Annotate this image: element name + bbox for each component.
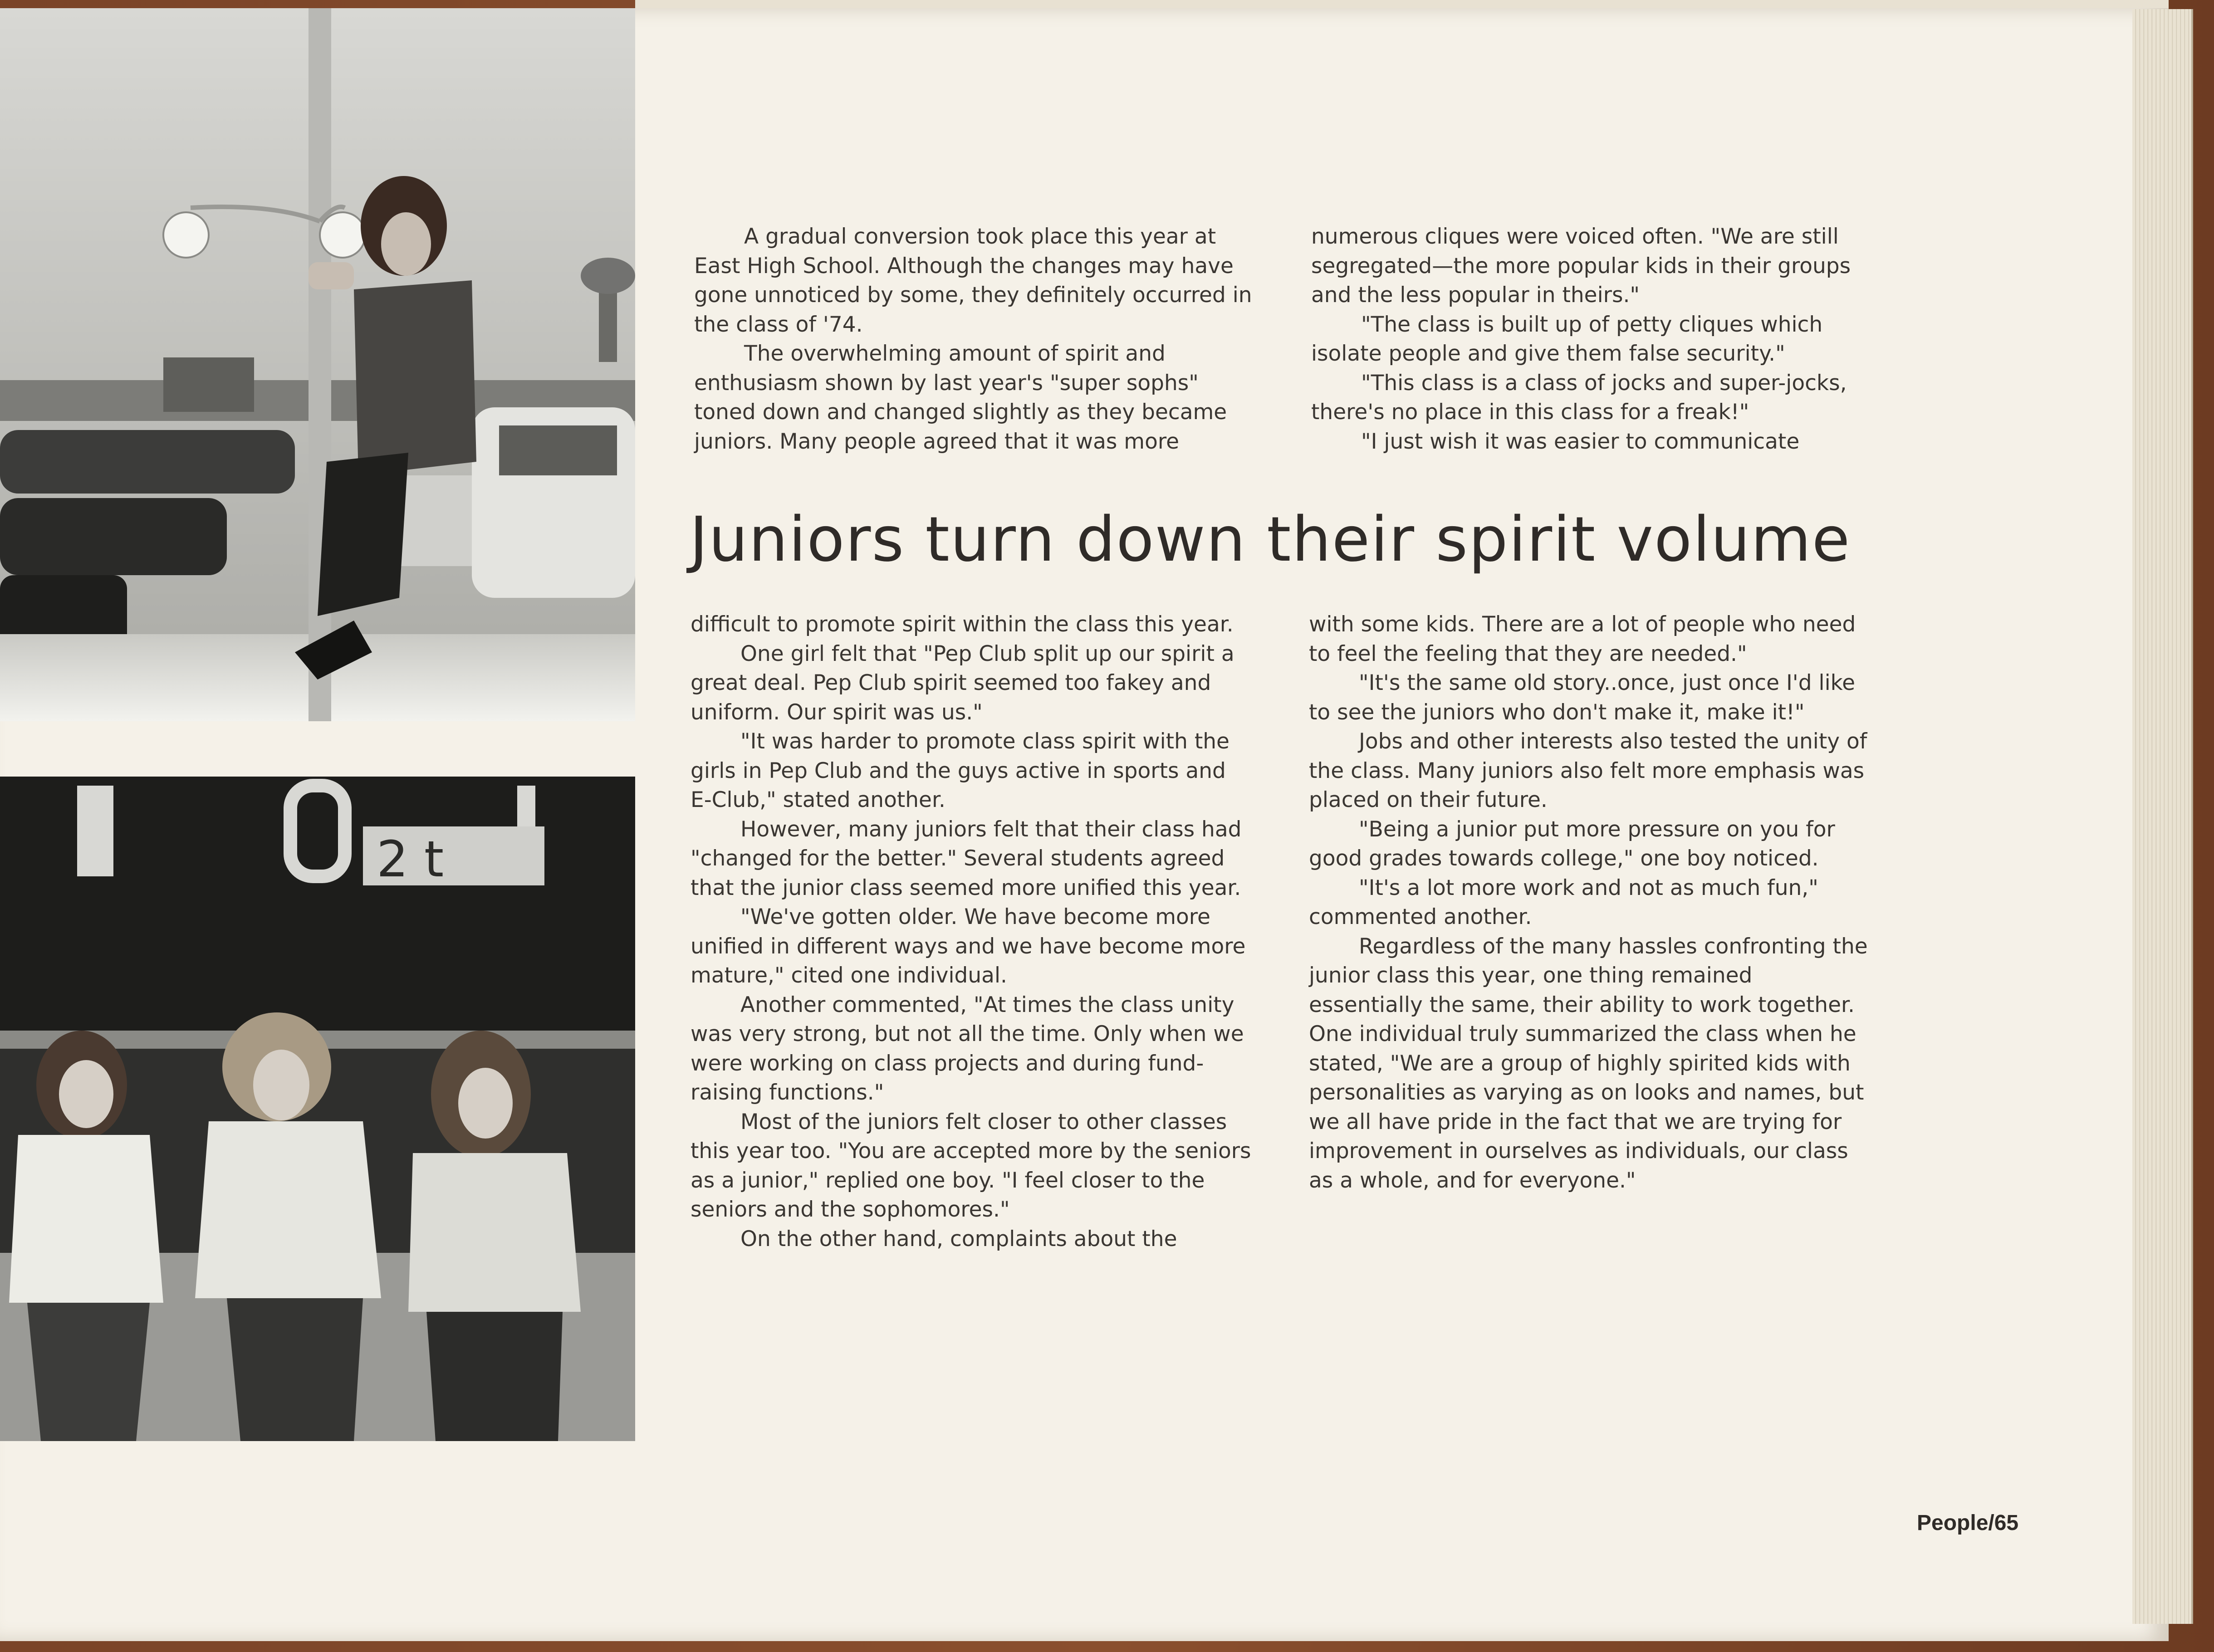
paragraph: However, many juniors felt that their class had "changed for the better." Several students agreed that the junior class seemed more unified this year. <box>691 816 1242 900</box>
paragraph: Regardless of the many hassles confronting the junior class this year, one thing remained essentially the same, their ability to work together. One individual truly summarized the class when he stated, "We are a group of highly spirited kids with personalities as varying as on looks and names, but we all have pride in the fact that we are trying for improvement in ourselves as individuals, our class as a whole, and for everyone." <box>1309 934 1868 1193</box>
paragraph: On the other hand, complaints about the <box>740 1226 1177 1251</box>
paragraph: numerous cliques were voiced often. "We are still segregated—the more popular kids in their groups and the less popular in theirs." <box>1311 224 1851 308</box>
page-edges <box>2132 9 2193 1624</box>
paragraph: "This class is a class of jocks and super-jocks, there's no place in this class for a freak!" <box>1311 370 1847 425</box>
photo-sign-text: 2 t <box>377 830 444 888</box>
paragraph: Most of the juniors felt closer to other classes this year too. "You are accepted more by the seniors as a junior," replied one boy. "I feel closer to the seniors and the sophomores." <box>691 1109 1251 1222</box>
paragraph: "It's the same old story..once, just once I'd like to see the juniors who don't make it, make it!" <box>1309 670 1856 725</box>
paragraph: "It was harder to promote class spirit with the girls in Pep Club and the guys active in sports and E-Club," stated another. <box>691 729 1229 812</box>
paragraph: The overwhelming amount of spirit and enthusiasm shown by last year's "super sophs" toned down and changed slightly as they became juniors. Many people agreed that it was more <box>694 341 1227 454</box>
paragraph: "I just wish it was easier to communicate <box>1361 429 1800 454</box>
photo-pole-climber <box>0 8 635 721</box>
text-column-top-left <box>694 222 1252 456</box>
text-column-top-right <box>1311 222 1869 456</box>
text-column-bottom-left <box>691 610 1253 1254</box>
paragraph: "It's a lot more work and not as much fun," commented another. <box>1309 875 1818 929</box>
page-top-edge <box>635 0 2169 8</box>
paragraph: Jobs and other interests also tested the unity of the class. Many juniors also felt more emphasis was placed on their future. <box>1309 729 1867 812</box>
paragraph: "Being a junior put more pressure on you for good grades towards college," one boy noticed. <box>1309 816 1835 871</box>
paragraph: One girl felt that "Pep Club split up our spirit a great deal. Pep Club spirit seemed too fakey and uniform. Our spirit was us." <box>691 641 1234 725</box>
page-number: People/65 <box>1917 1511 2019 1535</box>
paragraph: "The class is built up of petty cliques which isolate people and give them false security." <box>1311 312 1823 366</box>
headline: Juniors turn down their spirit volume <box>690 504 1851 576</box>
paragraph: with some kids. There are a lot of people who need to feel the feeling that they are needed." <box>1309 612 1856 666</box>
paragraph: A gradual conversion took place this year at East High School. Although the changes may have gone unnoticed by some, they definitely occurred in the class of '74. <box>694 224 1252 337</box>
pole-climber-illustration <box>0 8 635 721</box>
photo-three-girls <box>0 777 635 1441</box>
paragraph: Another commented, "At times the class unity was very strong, but not all the time. Only when we were working on class projects and during fund-raising functions." <box>691 992 1244 1105</box>
three-girls-illustration <box>0 777 635 1441</box>
paragraph: difficult to promote spirit within the class this year. <box>691 612 1234 637</box>
text-column-bottom-right <box>1309 610 1871 1195</box>
paragraph: "We've gotten older. We have become more unified in different ways and we have become more mature," cited one individual. <box>691 904 1246 988</box>
